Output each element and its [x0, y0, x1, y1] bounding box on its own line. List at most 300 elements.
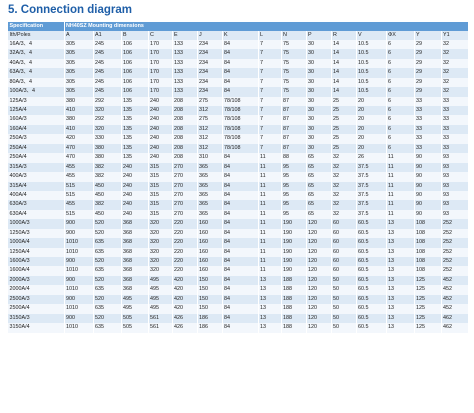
dimension-cell: 95	[281, 200, 306, 209]
dimension-cell: 240	[121, 210, 148, 219]
dimension-cell: 30	[306, 144, 331, 153]
dimension-cell: 7	[258, 68, 281, 77]
table-row	[8, 314, 468, 323]
dimension-cell: 84	[222, 59, 258, 68]
dimension-cell: 315	[148, 191, 172, 200]
dimension-cell: 292	[93, 97, 121, 106]
dimension-cell: 95	[281, 163, 306, 172]
dimension-cell: 312	[197, 134, 222, 143]
dimension-cell: 90	[414, 163, 441, 172]
dimension-cell: 170	[148, 87, 172, 96]
page-title: 5. Connection diagram	[8, 4, 132, 16]
spec-cell: 3150A/4	[8, 323, 64, 332]
dimension-cell: 450	[93, 191, 121, 200]
dimension-cell: 125	[414, 304, 441, 313]
dimension-cell: 65	[306, 200, 331, 209]
dimension-cell: 29	[414, 49, 441, 58]
dimension-cell: 234	[197, 40, 222, 49]
spec-cell: 125A/4	[8, 106, 64, 115]
dimension-cell: 275	[197, 97, 222, 106]
dimension-cell: 11	[258, 238, 281, 247]
dimension-cell: 150	[197, 285, 222, 294]
dimension-cell: 365	[197, 210, 222, 219]
table-row	[8, 238, 468, 247]
dimension-cell: 29	[414, 87, 441, 96]
dimension-cell: 11	[258, 153, 281, 162]
dimension-cell: 84	[222, 200, 258, 209]
dimension-cell: 29	[414, 59, 441, 68]
dimension-cell: 135	[121, 144, 148, 153]
dimension-cell: 245	[93, 87, 121, 96]
table-row	[8, 144, 468, 153]
dimension-cell: 190	[281, 219, 306, 228]
dimension-cell: 635	[93, 323, 121, 332]
dimension-cell: 93	[441, 182, 468, 191]
dimension-cell: 133	[172, 49, 197, 58]
dimension-cell: 60.5	[356, 257, 386, 266]
dimension-cell: 1010	[64, 238, 93, 247]
column-header: V	[356, 31, 386, 40]
dimension-cell: 135	[121, 125, 148, 134]
dimension-cell: 33	[441, 97, 468, 106]
dimension-cell: 30	[306, 78, 331, 87]
dimension-cell: 11	[258, 266, 281, 275]
dimension-cell: 312	[197, 106, 222, 115]
dimension-cell: 75	[281, 40, 306, 49]
spec-cell: 63A/3、4	[8, 68, 64, 77]
dimension-cell: 20	[356, 125, 386, 134]
dimension-cell: 240	[121, 200, 148, 209]
dimension-cell: 11	[258, 229, 281, 238]
table-row	[8, 257, 468, 266]
dimension-cell: 78/108	[222, 97, 258, 106]
dimension-cell: 1010	[64, 285, 93, 294]
dimension-cell: 188	[281, 304, 306, 313]
dimension-cell: 315	[148, 200, 172, 209]
dimension-cell: 13	[386, 295, 414, 304]
dimension-cell: 60.5	[356, 304, 386, 313]
dimension-cell: 240	[148, 153, 172, 162]
table-row	[8, 266, 468, 275]
dimension-cell: 635	[93, 266, 121, 275]
dimension-cell: 310	[197, 153, 222, 162]
dimension-cell: 11	[386, 200, 414, 209]
dimension-cell: 50	[331, 314, 356, 323]
spec-cell: 125A/3	[8, 97, 64, 106]
spec-cell: 2000A/3	[8, 276, 64, 285]
dimension-cell: 190	[281, 229, 306, 238]
spec-cell: 400A/4	[8, 191, 64, 200]
dimension-cell: 135	[121, 106, 148, 115]
dimension-cell: 520	[93, 314, 121, 323]
dimension-cell: 20	[356, 97, 386, 106]
dimension-cell: 87	[281, 115, 306, 124]
dimension-cell: 135	[121, 97, 148, 106]
dimension-cell: 65	[306, 191, 331, 200]
dimension-cell: 208	[172, 144, 197, 153]
dimension-cell: 6	[386, 144, 414, 153]
dimension-cell: 84	[222, 191, 258, 200]
dimension-cell: 368	[121, 276, 148, 285]
dimension-cell: 160	[197, 229, 222, 238]
dimension-cell: 188	[281, 314, 306, 323]
dimension-cell: 245	[93, 49, 121, 58]
dimension-cell: 37.5	[356, 210, 386, 219]
dimension-cell: 13	[258, 276, 281, 285]
dimension-cell: 33	[414, 115, 441, 124]
dimension-cell: 75	[281, 68, 306, 77]
dimension-cell: 6	[386, 68, 414, 77]
dimension-cell: 1010	[64, 266, 93, 275]
dimension-cell: 84	[222, 314, 258, 323]
table-row	[8, 248, 468, 257]
dimension-cell: 13	[386, 238, 414, 247]
dimension-cell: 900	[64, 229, 93, 238]
dimension-cell: 315	[148, 210, 172, 219]
dimension-cell: 30	[306, 115, 331, 124]
dimension-cell: 420	[64, 134, 93, 143]
spec-cell: 3150A/3	[8, 314, 64, 323]
dimension-cell: 37.5	[356, 200, 386, 209]
dimension-cell: 84	[222, 40, 258, 49]
dimension-cell: 7	[258, 144, 281, 153]
dimension-cell: 29	[414, 78, 441, 87]
dimension-cell: 120	[306, 323, 331, 332]
dimension-cell: 275	[197, 115, 222, 124]
dimension-cell: 515	[64, 191, 93, 200]
dimension-cell: 65	[306, 153, 331, 162]
dimension-cell: 60	[331, 266, 356, 275]
dimension-cell: 84	[222, 210, 258, 219]
spec-cell: 315A/3	[8, 163, 64, 172]
dimension-cell: 410	[64, 106, 93, 115]
dimension-cell: 78/108	[222, 106, 258, 115]
spec-cell: 630A/3	[8, 200, 64, 209]
dimension-cell: 84	[222, 295, 258, 304]
dimension-cell: 133	[172, 87, 197, 96]
dimension-cell: 13	[386, 323, 414, 332]
dimension-cell: 245	[93, 68, 121, 77]
dimension-cell: 10.5	[356, 40, 386, 49]
dimension-cell: 234	[197, 87, 222, 96]
table-row	[8, 295, 468, 304]
dimension-cell: 234	[197, 59, 222, 68]
dimension-cell: 10.5	[356, 87, 386, 96]
dimension-cell: 190	[281, 266, 306, 275]
column-header: L	[258, 31, 281, 40]
dimension-cell: 270	[172, 172, 197, 181]
dimension-cell: 14	[331, 40, 356, 49]
spec-cell: 32A/3、4	[8, 49, 64, 58]
dimension-cell: 13	[386, 276, 414, 285]
dimension-cell: 25	[331, 106, 356, 115]
dimension-cell: 93	[441, 191, 468, 200]
mounting-dimensions-table	[8, 22, 469, 333]
dimension-cell: 95	[281, 172, 306, 181]
dimension-cell: 37.5	[356, 191, 386, 200]
dimension-cell: 150	[197, 276, 222, 285]
dimension-cell: 252	[441, 229, 468, 238]
dimension-cell: 380	[93, 144, 121, 153]
dimension-cell: 84	[222, 172, 258, 181]
dimension-cell: 208	[172, 97, 197, 106]
dimension-cell: 380	[93, 153, 121, 162]
dimension-cell: 84	[222, 266, 258, 275]
dimension-cell: 87	[281, 144, 306, 153]
mounting-dimensions-header: NH40SZ Mounting dimensions	[64, 22, 468, 31]
dimension-cell: 1010	[64, 248, 93, 257]
dimension-cell: 11	[258, 163, 281, 172]
dimension-cell: 14	[331, 87, 356, 96]
dimension-cell: 368	[121, 248, 148, 257]
dimension-cell: 6	[386, 115, 414, 124]
dimension-cell: 60.5	[356, 285, 386, 294]
dimension-cell: 93	[441, 163, 468, 172]
dimension-cell: 32	[441, 59, 468, 68]
dimension-cell: 108	[414, 266, 441, 275]
dimension-cell: 32	[331, 182, 356, 191]
spec-cell: 1250A/4	[8, 248, 64, 257]
dimension-cell: 305	[64, 68, 93, 77]
dimension-cell: 470	[64, 144, 93, 153]
dimension-cell: 60	[331, 248, 356, 257]
dimension-cell: 30	[306, 97, 331, 106]
dimension-cell: 7	[258, 78, 281, 87]
dimension-cell: 20	[356, 144, 386, 153]
dimension-cell: 33	[441, 125, 468, 134]
dimension-cell: 120	[306, 266, 331, 275]
table-row	[8, 304, 468, 313]
dimension-cell: 6	[386, 97, 414, 106]
dimension-cell: 125	[414, 295, 441, 304]
dimension-cell: 33	[414, 144, 441, 153]
dimension-cell: 382	[93, 172, 121, 181]
dimension-cell: 245	[93, 59, 121, 68]
table-row	[8, 229, 468, 238]
dimension-cell: 635	[93, 304, 121, 313]
dimension-cell: 30	[306, 68, 331, 77]
dimension-cell: 208	[172, 106, 197, 115]
column-header: Ith/Poles	[8, 31, 64, 40]
dimension-cell: 208	[172, 115, 197, 124]
dimension-cell: 120	[306, 219, 331, 228]
dimension-cell: 87	[281, 97, 306, 106]
dimension-cell: 7	[258, 40, 281, 49]
dimension-cell: 315	[148, 172, 172, 181]
dimension-cell: 462	[441, 323, 468, 332]
spec-cell: 1600A/4	[8, 266, 64, 275]
dimension-cell: 25	[331, 144, 356, 153]
dimension-cell: 125	[414, 276, 441, 285]
dimension-cell: 33	[414, 134, 441, 143]
dimension-cell: 60.5	[356, 248, 386, 257]
dimension-cell: 11	[258, 191, 281, 200]
dimension-cell: 75	[281, 59, 306, 68]
dimension-cell: 20	[356, 115, 386, 124]
dimension-cell: 7	[258, 87, 281, 96]
dimension-cell: 125	[414, 323, 441, 332]
dimension-cell: 520	[93, 276, 121, 285]
spec-cell: 315A/4	[8, 182, 64, 191]
dimension-cell: 315	[148, 163, 172, 172]
dimension-cell: 270	[172, 182, 197, 191]
dimension-cell: 133	[172, 78, 197, 87]
dimension-cell: 90	[414, 153, 441, 162]
dimension-cell: 240	[121, 172, 148, 181]
dimension-cell: 160	[197, 248, 222, 257]
dimension-cell: 320	[148, 219, 172, 228]
dimension-cell: 7	[258, 115, 281, 124]
dimension-cell: 170	[148, 40, 172, 49]
dimension-cell: 87	[281, 125, 306, 134]
dimension-cell: 120	[306, 314, 331, 323]
dimension-cell: 520	[93, 257, 121, 266]
spec-cell: 2500A/4	[8, 304, 64, 313]
dimension-cell: 30	[306, 59, 331, 68]
column-header: E	[172, 31, 197, 40]
dimension-cell: 368	[121, 229, 148, 238]
dimension-cell: 50	[331, 276, 356, 285]
dimension-cell: 426	[172, 323, 197, 332]
dimension-cell: 108	[414, 219, 441, 228]
dimension-cell: 11	[386, 153, 414, 162]
dimension-cell: 170	[148, 78, 172, 87]
dimension-cell: 1010	[64, 304, 93, 313]
dimension-cell: 450	[93, 210, 121, 219]
dimension-cell: 20	[356, 134, 386, 143]
dimension-cell: 426	[172, 314, 197, 323]
column-header: N	[281, 31, 306, 40]
spec-cell: 160A/3	[8, 115, 64, 124]
dimension-cell: 561	[148, 314, 172, 323]
table-group-header-row	[8, 22, 468, 31]
dimension-cell: 208	[172, 153, 197, 162]
dimension-cell: 495	[121, 295, 148, 304]
dimension-cell: 106	[121, 68, 148, 77]
dimension-cell: 455	[64, 163, 93, 172]
spec-cell: 250A/4	[8, 144, 64, 153]
dimension-cell: 84	[222, 68, 258, 77]
table-row	[8, 276, 468, 285]
table-row	[8, 219, 468, 228]
dimension-cell: 120	[306, 304, 331, 313]
dimension-cell: 60.5	[356, 314, 386, 323]
dimension-cell: 135	[121, 115, 148, 124]
dimension-cell: 365	[197, 200, 222, 209]
dimension-cell: 11	[386, 172, 414, 181]
dimension-cell: 495	[148, 285, 172, 294]
dimension-cell: 305	[64, 40, 93, 49]
dimension-cell: 33	[414, 106, 441, 115]
dimension-cell: 160	[197, 266, 222, 275]
dimension-cell: 365	[197, 191, 222, 200]
dimension-cell: 900	[64, 257, 93, 266]
dimension-cell: 84	[222, 78, 258, 87]
dimension-cell: 65	[306, 172, 331, 181]
dimension-cell: 120	[306, 229, 331, 238]
dimension-cell: 60.5	[356, 295, 386, 304]
dimension-cell: 84	[222, 285, 258, 294]
dimension-cell: 37.5	[356, 172, 386, 181]
dimension-cell: 495	[148, 295, 172, 304]
dimension-cell: 305	[64, 49, 93, 58]
dimension-cell: 108	[414, 238, 441, 247]
dimension-cell: 125	[414, 285, 441, 294]
table-row	[8, 125, 468, 134]
dimension-cell: 30	[306, 134, 331, 143]
dimension-cell: 6	[386, 59, 414, 68]
dimension-cell: 170	[148, 68, 172, 77]
dimension-cell: 95	[281, 182, 306, 191]
dimension-cell: 452	[441, 304, 468, 313]
dimension-cell: 320	[148, 248, 172, 257]
dimension-cell: 420	[172, 304, 197, 313]
dimension-cell: 37.5	[356, 182, 386, 191]
dimension-cell: 150	[197, 304, 222, 313]
table-row	[8, 200, 468, 209]
dimension-cell: 10.5	[356, 68, 386, 77]
dimension-cell: 33	[414, 125, 441, 134]
column-header: C	[148, 31, 172, 40]
dimension-cell: 65	[306, 182, 331, 191]
dimension-cell: 84	[222, 248, 258, 257]
dimension-cell: 240	[121, 182, 148, 191]
dimension-cell: 135	[121, 153, 148, 162]
dimension-cell: 84	[222, 229, 258, 238]
dimension-cell: 635	[93, 238, 121, 247]
dimension-cell: 505	[121, 314, 148, 323]
dimension-cell: 365	[197, 172, 222, 181]
column-header: A	[64, 31, 93, 40]
dimension-cell: 420	[172, 295, 197, 304]
column-header: P	[306, 31, 331, 40]
table-row	[8, 40, 468, 49]
dimension-cell: 252	[441, 257, 468, 266]
dimension-cell: 368	[121, 266, 148, 275]
dimension-cell: 93	[441, 153, 468, 162]
table-row	[8, 134, 468, 143]
table-row	[8, 106, 468, 115]
dimension-cell: 13	[386, 314, 414, 323]
dimension-cell: 160	[197, 257, 222, 266]
column-header: ΦX	[386, 31, 414, 40]
dimension-cell: 60	[331, 229, 356, 238]
dimension-cell: 240	[148, 106, 172, 115]
dimension-cell: 33	[441, 106, 468, 115]
dimension-cell: 87	[281, 134, 306, 143]
dimension-cell: 84	[222, 87, 258, 96]
dimension-cell: 900	[64, 276, 93, 285]
dimension-cell: 13	[258, 323, 281, 332]
dimension-cell: 10.5	[356, 59, 386, 68]
dimension-cell: 108	[414, 248, 441, 257]
dimension-cell: 6	[386, 49, 414, 58]
dimension-cell: 240	[148, 115, 172, 124]
dimension-cell: 320	[93, 106, 121, 115]
spec-cell: 1600A/3	[8, 257, 64, 266]
dimension-cell: 106	[121, 59, 148, 68]
dimension-cell: 60.5	[356, 229, 386, 238]
dimension-cell: 33	[441, 115, 468, 124]
dimension-cell: 252	[441, 248, 468, 257]
dimension-cell: 7	[258, 134, 281, 143]
dimension-cell: 186	[197, 314, 222, 323]
dimension-cell: 245	[93, 78, 121, 87]
dimension-cell: 315	[148, 182, 172, 191]
dimension-cell: 186	[197, 323, 222, 332]
dimension-cell: 380	[64, 115, 93, 124]
dimension-cell: 29	[414, 40, 441, 49]
